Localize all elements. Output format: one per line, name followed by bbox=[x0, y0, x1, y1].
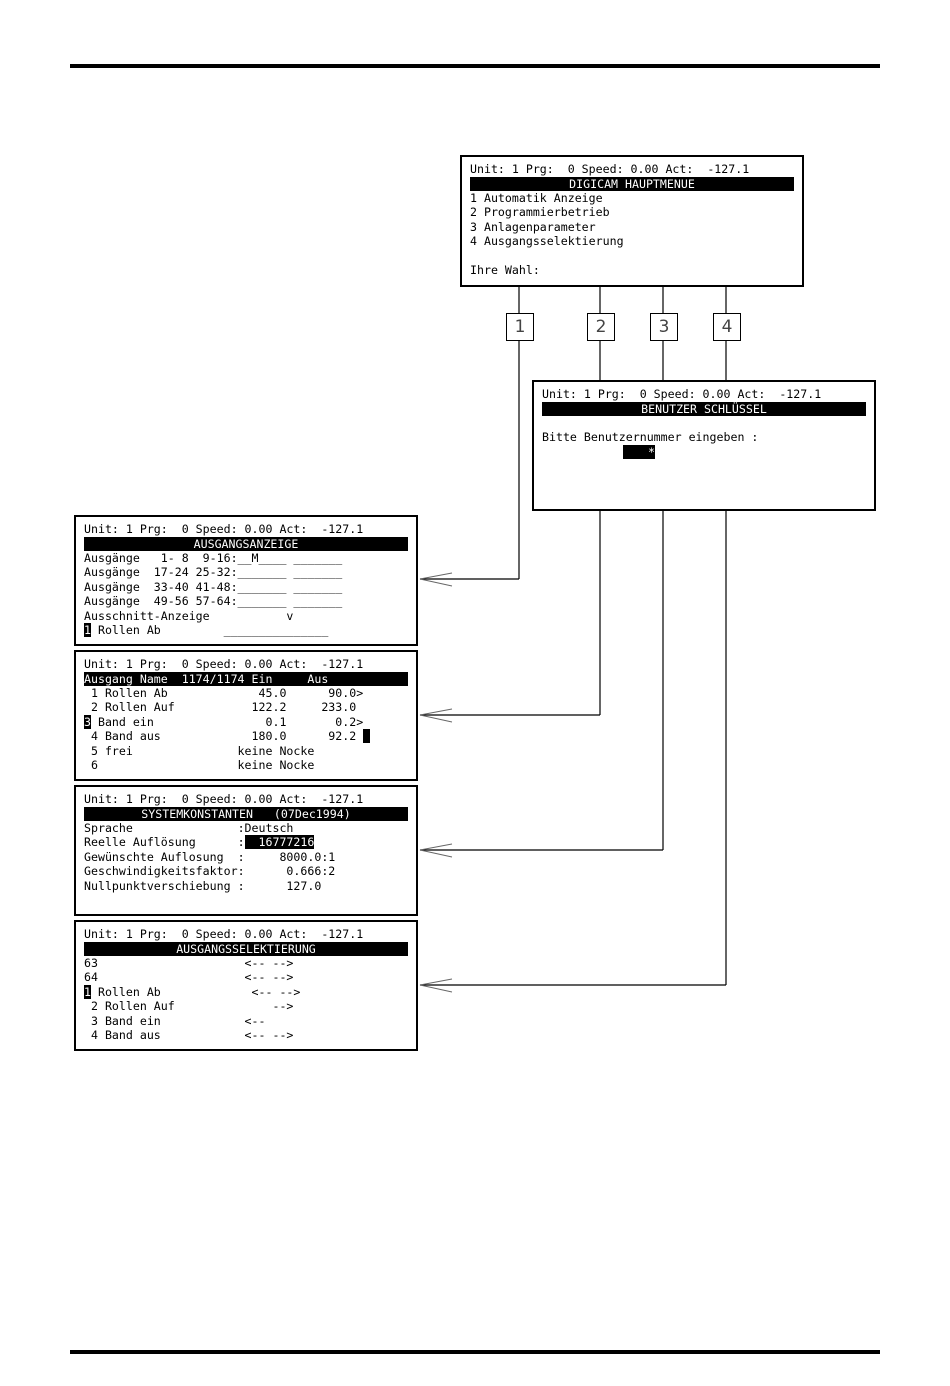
selected-row-index: 3 bbox=[84, 714, 91, 729]
outputs-row: Ausgänge 49-56 57-64:_______ _______ bbox=[84, 594, 343, 608]
list-item[interactable]: 3 Band ein <-- bbox=[84, 1013, 266, 1028]
constant-row[interactable]: Geschwindigkeitsfaktor: 0.666:2 bbox=[84, 864, 336, 878]
main-menu-title: DIGICAM HAUPTMENUE bbox=[470, 177, 794, 191]
status-line: Unit: 1 Prg: 0 Speed: 0.00 Act: -127.1 bbox=[542, 387, 822, 401]
constant-row[interactable]: Reelle Auflösung : 16777216 bbox=[84, 835, 315, 849]
status-line: Unit: 1 Prg: 0 Speed: 0.00 Act: -127.1 bbox=[84, 657, 364, 671]
resolution-input[interactable]: 16777216 bbox=[244, 835, 315, 849]
choice-prompt: Ihre Wahl: bbox=[470, 263, 540, 277]
menu-item-ausgangsselektierung[interactable]: 4 Ausgangsselektierung bbox=[470, 234, 624, 248]
selected-output-index: 1 bbox=[84, 623, 91, 637]
user-number-prompt: Bitte Benutzernummer eingeben : bbox=[542, 430, 759, 444]
outputs-row: Ausgänge 1- 8 9-16:__M____ _______ bbox=[84, 550, 343, 565]
menu-item-automatik[interactable]: 1 Automatik Anzeige bbox=[470, 190, 603, 205]
selected-output-index: 1 bbox=[84, 984, 91, 999]
table-row[interactable]: 1 Rollen Ab 45.0 90.0> bbox=[84, 685, 364, 700]
selected-output-name: Rollen Ab bbox=[90, 623, 161, 637]
system-constants-title: SYSTEMKONSTANTEN (07Dec1994) bbox=[84, 807, 408, 821]
table-row[interactable]: 5 frei keine Nocke bbox=[84, 743, 315, 758]
outputs-row: Ausgänge 17-24 25-32:_______ _______ bbox=[84, 565, 343, 579]
selected-output-row[interactable] bbox=[84, 623, 408, 638]
program-table-header: Ausgang Name 1174/1174 Ein Aus bbox=[84, 672, 408, 686]
status-line: Unit: 1 Prg: 0 Speed: 0.00 Act: -127.1 bbox=[84, 927, 364, 941]
selected-output-text: Rollen Ab <-- --> bbox=[90, 984, 301, 999]
menu-item-anlagenparameter[interactable]: 3 Anlagenparameter bbox=[470, 219, 596, 234]
list-item[interactable]: 63 <-- --> bbox=[84, 955, 294, 970]
selected-output-line: _______________ bbox=[160, 623, 329, 637]
user-number-input[interactable]: * bbox=[623, 445, 655, 460]
list-item[interactable]: 64 <-- --> bbox=[84, 970, 294, 984]
main-menu-screen bbox=[460, 155, 804, 287]
output-selection-title: AUSGANGSSELEKTIERUNG bbox=[84, 942, 408, 956]
cursor-block bbox=[363, 729, 370, 743]
constant-row[interactable]: Gewünschte Auflosung : 8000.0:1 bbox=[84, 849, 336, 864]
list-item[interactable]: 2 Rollen Auf --> bbox=[84, 999, 294, 1013]
table-row[interactable]: 6 keine Nocke bbox=[84, 758, 315, 772]
status-line: Unit: 1 Prg: 0 Speed: 0.00 Act: -127.1 bbox=[84, 522, 364, 536]
section-display-row: Ausschnitt-Anzeige v bbox=[84, 608, 294, 623]
user-key-title: BENUTZER SCHLÜSSEL bbox=[542, 402, 866, 416]
connector-label-1: 1 bbox=[506, 313, 534, 341]
list-item-selected[interactable] bbox=[84, 985, 408, 1000]
table-row[interactable]: 2 Rollen Auf 122.2 233.0 bbox=[84, 700, 357, 714]
outputs-display-title: AUSGANGSANZEIGE bbox=[84, 537, 408, 551]
constant-row[interactable]: Nullpunktverschiebung : 127.0 bbox=[84, 878, 322, 893]
outputs-row: Ausgänge 33-40 41-48:_______ _______ bbox=[84, 579, 343, 594]
user-key-screen bbox=[532, 380, 876, 511]
table-row-selected[interactable] bbox=[84, 715, 408, 730]
menu-item-programmierbetrieb[interactable]: 2 Programmierbetrieb bbox=[470, 205, 610, 219]
output-selection-screen bbox=[74, 920, 418, 1051]
selected-row-text: Band ein 0.1 0.2> bbox=[90, 714, 364, 729]
row-text: 4 Band aus 180.0 92.2 bbox=[84, 729, 364, 743]
outputs-display-screen bbox=[74, 515, 418, 646]
program-mode-screen bbox=[74, 650, 418, 781]
system-constants-screen bbox=[74, 785, 418, 916]
table-row[interactable] bbox=[84, 729, 408, 744]
connector-label-4: 4 bbox=[713, 313, 741, 341]
connector-label-3: 3 bbox=[650, 313, 678, 341]
connector-label-2: 2 bbox=[587, 313, 615, 341]
constant-row[interactable]: Sprache :Deutsch bbox=[84, 820, 294, 835]
status-line: Unit: 1 Prg: 0 Speed: 0.00 Act: -127.1 bbox=[470, 162, 750, 176]
list-item[interactable]: 4 Band aus <-- --> bbox=[84, 1028, 294, 1042]
status-line: Unit: 1 Prg: 0 Speed: 0.00 Act: -127.1 bbox=[84, 792, 364, 806]
